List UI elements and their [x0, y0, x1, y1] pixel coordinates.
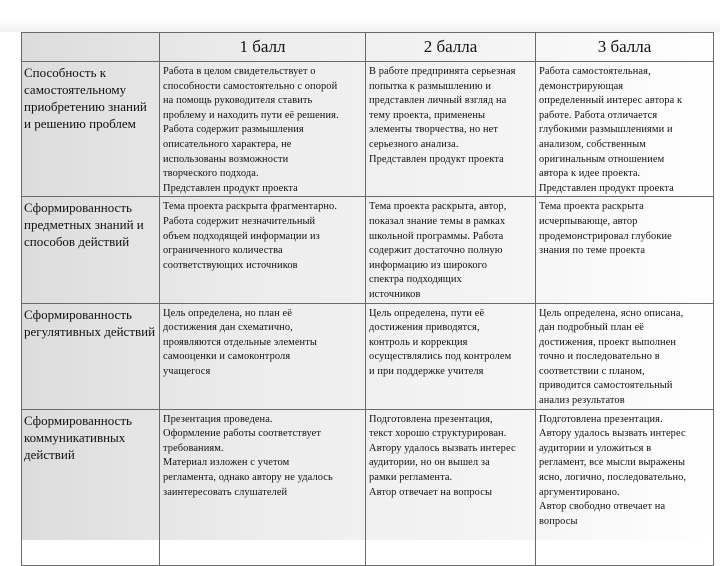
text-line: попытка к размышлению и — [369, 80, 492, 92]
text-line: серьезного анализа. — [369, 138, 459, 150]
table-row — [22, 62, 714, 197]
text-line: приводится самостоятельный — [539, 380, 673, 392]
text-line: осуществлялись под контролем — [369, 351, 512, 363]
criterion-cell: Способность к самостоятельному приобретению знаний и решению проблем — [22, 62, 160, 197]
text-line: точно и последовательно в — [539, 351, 660, 363]
text-line: продемонстрировал глубокие — [539, 230, 672, 242]
text-line: определенный интерес автора к — [539, 95, 683, 107]
text-line: представлен личный взгляд на — [369, 95, 507, 107]
table-row — [22, 197, 714, 303]
text-line: Оформление работы соответствует — [163, 428, 321, 440]
text-line: содержит достаточно полную — [369, 245, 503, 257]
text-line: аудитории, но он вышел за — [369, 457, 490, 469]
text-line: самооценки и самоконтроля — [163, 351, 291, 363]
criterion-cell: Сформированность коммуникативных действий — [22, 409, 160, 565]
text-line: Автор отвечает на вопросы — [369, 486, 493, 498]
text-line: Автор свободно отвечает на — [539, 501, 666, 513]
score-3-cell — [536, 197, 714, 303]
score-3-cell — [536, 409, 714, 565]
text-line: Тема проекта раскрыта фрагментарно. — [163, 201, 338, 213]
text-line: Цель определена, пути её — [369, 307, 485, 319]
text-line: Представлен продукт проекта — [369, 153, 504, 165]
text-line: Подготовлена презентация. — [539, 413, 663, 425]
text-line: знания по теме проекта — [539, 245, 646, 257]
text-line: исчерпывающе, автор — [539, 215, 638, 227]
text-line: ограниченного количества — [163, 245, 283, 257]
text-line: ясно, логично, последовательно, — [539, 472, 687, 484]
text-line: Работа самостоятельная, — [539, 66, 651, 77]
text-line: достижения приводятся, — [369, 322, 480, 334]
criterion-cell: Сформированность регулятивных действий — [22, 303, 160, 409]
text-line: вопросы — [539, 515, 578, 527]
page-top-shade — [0, 0, 720, 32]
text-line: достижения, проект выполнен — [539, 336, 677, 348]
text-line: учащегося — [163, 365, 211, 377]
text-line: регламента, однако автору не удалось — [163, 472, 333, 484]
header-3-points: 3 балла — [536, 33, 714, 62]
text-line: достижения дан схематично, — [163, 322, 293, 334]
score-2-cell — [366, 62, 536, 197]
criterion-cell: Сформированность предметных знаний и способов действий — [22, 197, 160, 303]
text-line: работе. Работа отличается — [539, 109, 658, 121]
text-line: оригинальным отношением — [539, 153, 665, 165]
header-criterion — [22, 33, 160, 62]
header-2-points: 2 балла — [366, 33, 536, 62]
score-1-cell — [160, 197, 366, 303]
text-line: использованы возможности — [163, 153, 289, 165]
text-line: и при поддержке учителя — [369, 365, 484, 377]
score-2-cell — [366, 303, 536, 409]
text-line: спектра подходящих — [369, 274, 462, 286]
score-1-cell — [160, 62, 366, 197]
text-line: анализом, собственным — [539, 138, 646, 150]
score-3-cell — [536, 303, 714, 409]
text-line: проявляются отдельные элементы — [163, 336, 317, 348]
text-line: глубокими размышлениями и — [539, 124, 673, 136]
text-line: Цель определена, ясно описана, — [539, 307, 684, 319]
text-line: информацию из широкого — [369, 259, 488, 271]
score-2-cell — [366, 409, 536, 565]
table-row — [22, 409, 714, 565]
header-row — [22, 33, 714, 62]
text-line: Работа содержит незначительный — [163, 215, 316, 227]
score-2-cell — [366, 197, 536, 303]
text-line: дан подробный план её — [539, 322, 645, 334]
assessment-criteria-table — [21, 32, 714, 566]
text-line: творческого подхода. — [163, 168, 259, 180]
text-line: анализ результатов — [539, 395, 625, 407]
text-line: способности самостоятельно с опорой — [163, 80, 338, 92]
text-line: на помощь руководителя ставить — [163, 95, 313, 107]
text-line: школьной программы. Работа — [369, 230, 504, 242]
score-1-cell — [160, 303, 366, 409]
text-line: автора к идее проекта. — [539, 168, 641, 180]
score-1-cell — [160, 409, 366, 565]
header-1-point: 1 балл — [160, 33, 366, 62]
text-line: Тема проекта раскрыта, автор, — [369, 201, 507, 213]
text-line: тему проекта, применены — [369, 109, 486, 121]
text-line: Представлен продукт проекта — [163, 182, 298, 194]
text-line: аудитории и уложиться в — [539, 442, 652, 454]
text-line: Автору удалось вызвать интерес — [539, 428, 686, 440]
text-line: проблему и находить пути её решения. — [163, 109, 339, 121]
text-line: требованиям. — [163, 442, 224, 454]
text-line: Работа содержит размышления — [163, 124, 304, 136]
text-line: контроль и коррекция — [369, 336, 468, 348]
score-3-cell — [536, 62, 714, 197]
table-row — [22, 303, 714, 409]
text-line: заинтересовать слушателей — [163, 486, 288, 498]
text-line: Работа в целом свидетельствует о — [163, 66, 316, 77]
text-line: Презентация проведена. — [163, 413, 273, 425]
text-line: В работе предпринята серьезная — [369, 66, 516, 77]
text-line: текст хорошо структурирован. — [369, 428, 507, 440]
text-line: Цель определена, но план её — [163, 307, 292, 319]
text-line: объем подходящей информации из — [163, 230, 320, 242]
text-line: регламент, все мысли выражены — [539, 457, 686, 469]
text-line: показал знание темы в рамках — [369, 215, 506, 227]
text-line: Подготовлена презентация, — [369, 413, 493, 425]
text-line: элементы творчества, но нет — [369, 124, 499, 136]
text-line: соответствующих источников — [163, 259, 298, 271]
text-line: Автору удалось вызвать интерес — [369, 442, 516, 454]
text-line: Материал изложен с учетом — [163, 457, 290, 469]
text-line: Тема проекта раскрыта — [539, 201, 644, 213]
text-line: аргументировано. — [539, 486, 620, 498]
text-line: Представлен продукт проекта — [539, 182, 674, 194]
text-line: источников — [369, 288, 421, 300]
text-line: соответствии с планом, — [539, 365, 645, 377]
text-line: рамки регламента. — [369, 472, 453, 484]
text-line: описательного характера, не — [163, 138, 292, 150]
text-line: демонстрирующая — [539, 80, 624, 92]
